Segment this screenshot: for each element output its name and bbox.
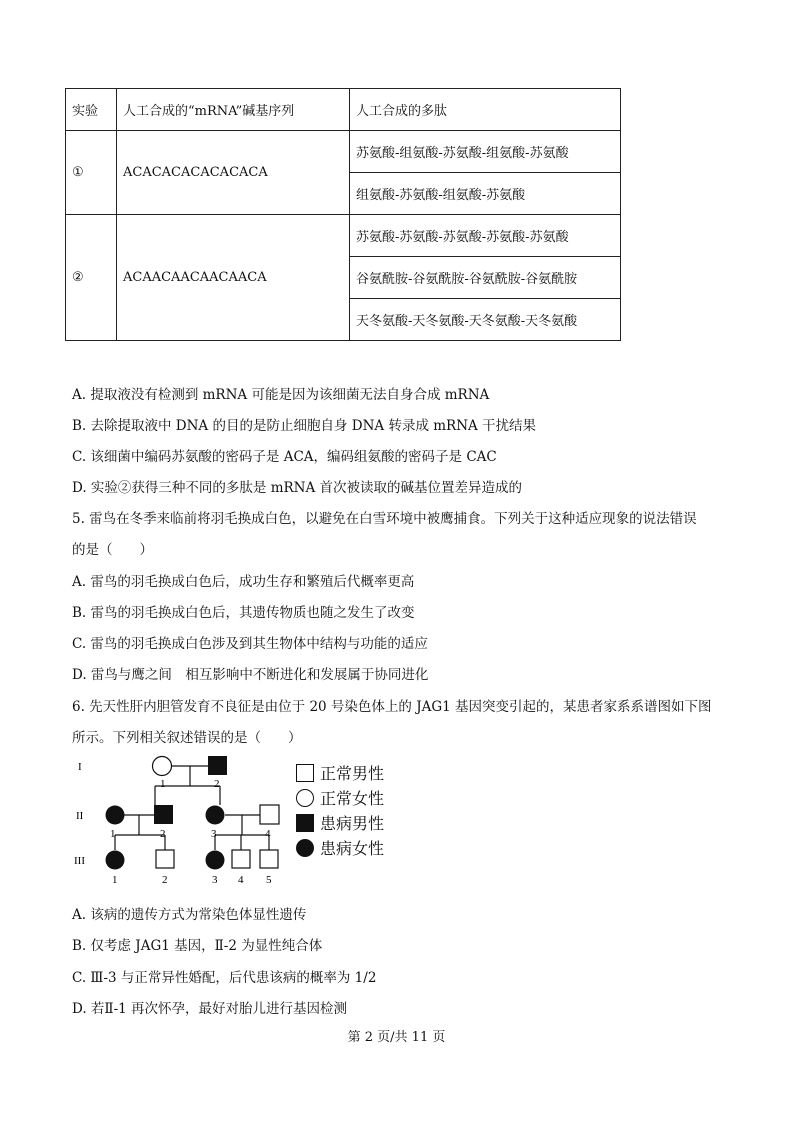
q5-stem-line1: 5. 雷鸟在冬季来临前将羽毛换成白色，以避免在白雪环境中被鹰捕食。下列关于这种适应现象的说法错误 [72, 511, 697, 527]
q5-stem-line2: 的是（ ） [72, 542, 153, 558]
legend-label-normal-male: 正常男性 [320, 764, 385, 783]
ped-iii3-affected-female [206, 851, 225, 870]
legend-item [296, 785, 384, 810]
row1-peptide-2: 组氨酸-苏氨酸-组氨酸-苏氨酸 [350, 173, 621, 215]
generation-label-iii: III [74, 855, 85, 867]
header-experiment: 实验 [66, 89, 117, 131]
q4-option-a: A. 提取液没有检测到 mRNA 可能是因为该细菌无法自身合成 mRNA [72, 387, 490, 403]
ped-ii4-normal-male [260, 805, 279, 824]
generation-label-ii: II [76, 810, 84, 822]
ped-label-ii4: 4 [265, 828, 271, 840]
ped-label-iii5: 5 [266, 874, 272, 886]
legend-item [296, 810, 384, 835]
experiment-table [65, 88, 621, 341]
ped-label-i1: 1 [160, 778, 166, 790]
header-sequence: 人工合成的“mRNA”碱基序列 [117, 89, 350, 131]
legend-label-affected-female: 患病女性 [320, 839, 385, 858]
row2-sequence: ACAACAACAACAACA [117, 215, 350, 341]
legend-label-affected-male: 患病男性 [320, 814, 385, 833]
q6-option-d: D. 若Ⅱ-1 再次怀孕，最好对胎儿进行基因检测 [72, 1001, 348, 1017]
ped-label-i2: 2 [214, 778, 220, 790]
row1-sequence: ACACACACACACACA [117, 131, 350, 215]
normal-female-circle-icon [296, 789, 314, 807]
ped-i2-affected-male [208, 756, 227, 775]
table-row [66, 131, 621, 173]
q5-option-b: B. 雷鸟的羽毛换成白色后，其遗传物质也随之发生了改变 [72, 605, 415, 621]
ped-label-ii3: 3 [211, 828, 217, 840]
table-header-row [66, 89, 621, 131]
ped-label-iii4: 4 [238, 874, 244, 886]
ped-label-iii3: 3 [212, 874, 218, 886]
row2-peptide-3: 天冬氨酸-天冬氨酸-天冬氨酸-天冬氨酸 [350, 299, 621, 341]
normal-male-square-icon [296, 764, 314, 782]
legend-label-normal-female: 正常女性 [320, 789, 385, 808]
ped-i1-normal-female [153, 757, 172, 776]
ped-iii4-normal-male [232, 850, 250, 868]
ped-label-iii2: 2 [162, 874, 168, 886]
q6-option-b: B. 仅考虑 JAG1 基因，Ⅱ-2 为显性纯合体 [72, 938, 323, 954]
row2-peptide-1: 苏氨酸-苏氨酸-苏氨酸-苏氨酸-苏氨酸 [350, 215, 621, 257]
q4-option-c: C. 该细菌中编码苏氨酸的密码子是 ACA，编码组氨酸的密码子是 CAC [72, 449, 497, 465]
table-row [66, 215, 621, 257]
generation-label-i: I [78, 761, 82, 773]
ped-label-iii1: 1 [112, 874, 118, 886]
pedigree-chart [70, 752, 290, 888]
q4-option-d: D. 实验②获得三种不同的多肽是 mRNA 首次被读取的碱基位置差异造成的 [72, 480, 523, 496]
affected-female-circle-icon [296, 839, 314, 857]
q6-stem-line1: 6. 先天性肝内胆管发育不良征是由位于 20 号染色体上的 JAG1 基因突变引起的，某患者家系系谱图如下图 [72, 699, 712, 715]
q5-option-d: D. 雷鸟与鹰之间 相互影响中不断进化和发展属于协同进化 [72, 667, 429, 683]
page-footer: 第 2 页/共 11 页 [347, 1030, 446, 1045]
ped-ii1-affected-female [106, 806, 125, 825]
q6-option-c: C. Ⅲ-3 与正常异性婚配，后代患该病的概率为 1/2 [72, 970, 377, 986]
ped-ii3-affected-female [206, 806, 225, 825]
row1-id: ① [66, 131, 117, 215]
header-peptide: 人工合成的多肽 [350, 89, 621, 131]
ped-iii1-affected-female [106, 851, 125, 870]
q5-option-c: C. 雷鸟的羽毛换成白色涉及到其生物体中结构与功能的适应 [72, 636, 428, 652]
ped-label-ii1: 1 [110, 828, 116, 840]
row2-id: ② [66, 215, 117, 341]
legend-item [296, 760, 384, 785]
q5-option-a: A. 雷鸟的羽毛换成白色后，成功生存和繁殖后代概率更高 [72, 574, 415, 590]
ped-iii5-normal-male [260, 850, 278, 868]
pedigree-legend [296, 760, 384, 860]
q4-option-b: B. 去除提取液中 DNA 的目的是防止细胞自身 DNA 转录成 mRNA 干扰结果 [72, 418, 537, 434]
q6-option-a: A. 该病的遗传方式为常染色体显性遗传 [72, 907, 307, 923]
row2-peptide-2: 谷氨酰胺-谷氨酰胺-谷氨酰胺-谷氨酰胺 [350, 257, 621, 299]
q6-stem-line2: 所示。下列相关叙述错误的是（ ） [72, 730, 302, 746]
ped-ii2-affected-male [154, 805, 173, 824]
ped-label-ii2: 2 [160, 828, 166, 840]
affected-male-square-icon [296, 814, 314, 832]
ped-iii2-normal-male [156, 850, 174, 868]
legend-item [296, 835, 384, 860]
row1-peptide-1: 苏氨酸-组氨酸-苏氨酸-组氨酸-苏氨酸 [350, 131, 621, 173]
